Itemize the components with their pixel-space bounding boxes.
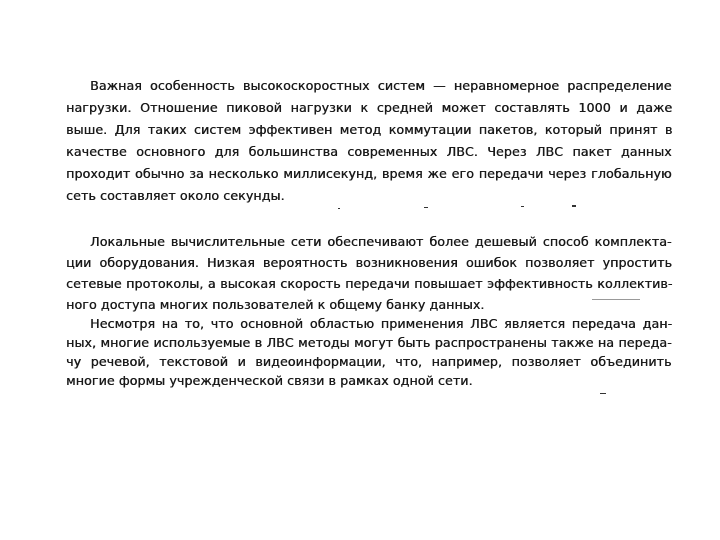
scan-artifact (592, 299, 640, 300)
paragraph-1-line-2: нагрузки. Отношение пиковой нагрузки к средней может составлять 1000 и даже (66, 100, 673, 115)
paragraph-1-line-5: проходит обычно за несколько миллисекунд, время же его передачи через глобальную (66, 166, 672, 181)
scan-artifact (521, 206, 524, 207)
paragraph-2-line-3: сетевые протоколы, а высокая скорость передачи повышает эффективность коллектив- (66, 276, 673, 291)
scan-artifact (424, 207, 428, 208)
scan-artifact (600, 393, 606, 394)
paragraph-2-line-1: Локальные вычислительные сети обеспечивают более дешевый способ комплекта- (90, 234, 672, 249)
paragraph-3-line-3: чу речевой, текстовой и видеоинформации, что, например, позволяет объединить (66, 354, 672, 369)
paragraph-1-line-3: выше. Для таких систем эффективен метод коммутации пакетов, который принят в (66, 122, 673, 137)
scan-artifact (338, 208, 340, 209)
paragraph-3-line-2: ных, многие используемые в ЛВС методы могут быть распространены также на переда- (66, 335, 672, 350)
paragraph-3-line-4: многие формы учрежденческой связи в рамках одной сети. (66, 373, 473, 388)
scan-artifact (572, 205, 576, 207)
paragraph-1-line-1: Важная особенность высокоскоростных систем — неравномерное распределение (90, 78, 672, 93)
paragraph-2-line-4: ного доступа многих пользователей к общему банку данных. (66, 297, 485, 312)
paragraph-1-line-6: сеть составляет около секунды. (66, 188, 285, 203)
paragraph-2-line-2: ции оборудования. Низкая вероятность возникновения ошибок позволяет упростить (66, 255, 672, 270)
paragraph-1-line-4: качестве основного для большинства современных ЛВС. Через ЛВС пакет данных (66, 144, 672, 159)
paragraph-3-line-1: Несмотря на то, что основной областью применения ЛВС является передача дан- (90, 316, 673, 331)
